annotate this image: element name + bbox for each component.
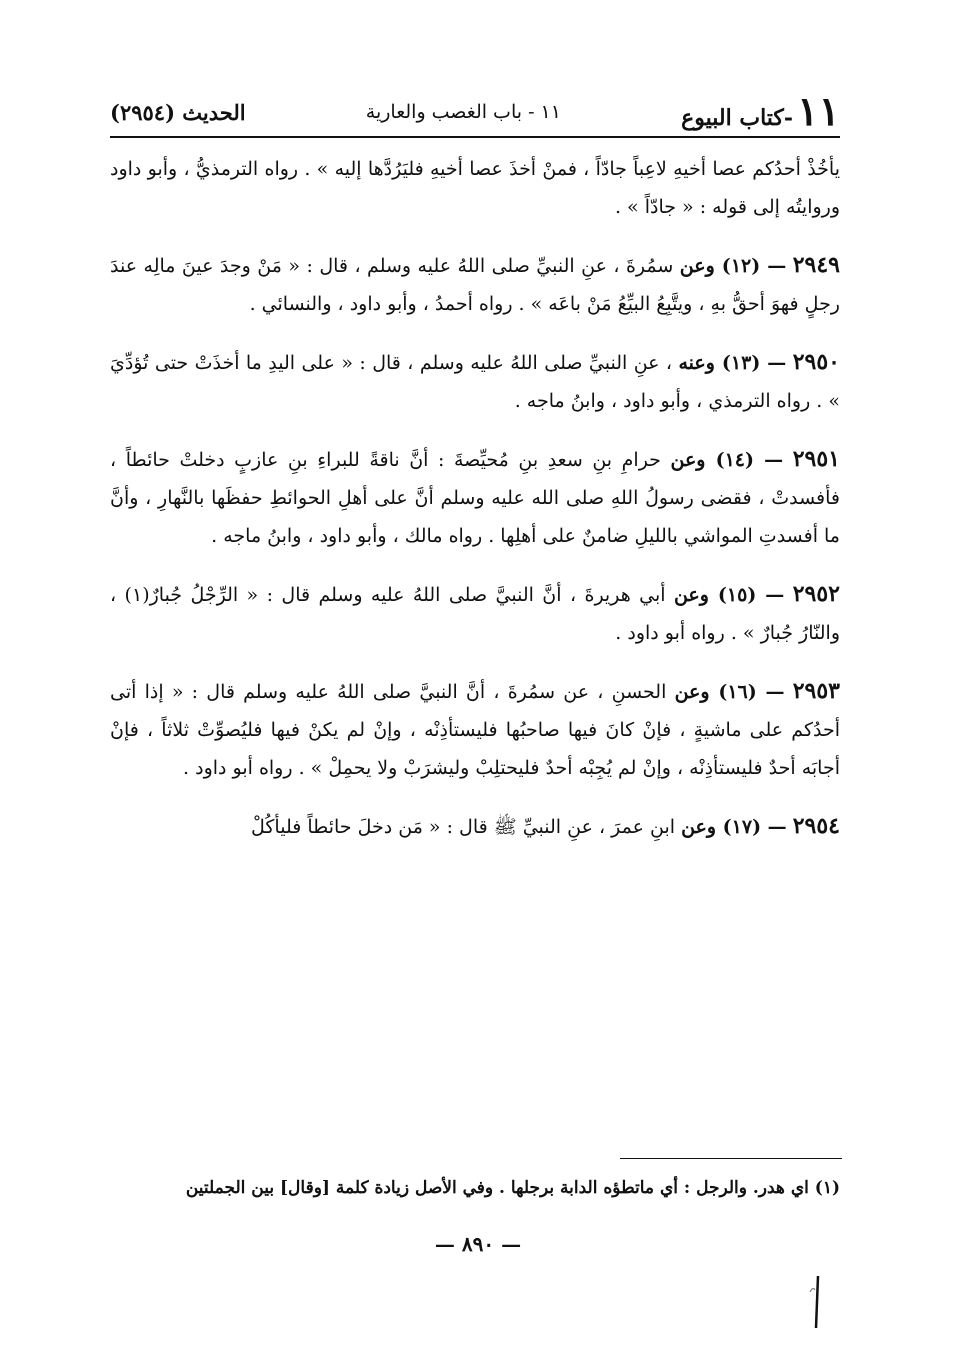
- running-header: [110, 88, 840, 138]
- hadith-sub-number: — (١٥) وعن: [673, 584, 785, 606]
- hadith-sub-number: — (١٢) وعن: [679, 255, 787, 277]
- hadith-number: ٢٩٥٣: [792, 678, 840, 704]
- hadith-sub-number: — (١٣) وعنه: [678, 352, 787, 374]
- book-title: -كتاب البيوع: [681, 105, 794, 131]
- hadith-number: ٢٩٥١: [792, 446, 840, 472]
- paragraph: [110, 246, 840, 323]
- book-heading: [681, 88, 840, 135]
- paragraph-text: حرامِ بنِ سعدِ بنِ مُحيِّصةَ : أنَّ ناقةً للبراءِ بنِ عازبٍ دخلتْ حائطاً ، فأفسدتْ ، فقضى رسولُ اللهِ صلى الله عليه وسلم أنَّ على أهلِ الحوائطِ حفظَها بالنَّهارِ ، وأنَّ ما أفسدتِ المواشي بالليلِ ضامنٌ على أهلِها . رواه مالك ، وأبو داود ، وابنُ ماجه .: [110, 449, 840, 547]
- paragraph: [110, 575, 840, 652]
- paragraph-text: يأخُذْ أحدُكم عصا أخيهِ لاعِباً جادّاً ، فمنْ أخذَ عصا أخيهِ فليَرُدَّها إليه » . رواه الترمذيُّ ، وأبو داود وروايتُه إلى قوله : « جادّاً » .: [110, 158, 840, 218]
- page-body: [110, 150, 840, 866]
- hadith-number: ٢٩٤٩: [792, 252, 840, 278]
- hadith-sub-number: — (١٦) وعن: [674, 681, 785, 703]
- book-number: ١١: [797, 88, 840, 135]
- paragraph-text: سمُرةَ ، عنِ النبيِّ صلى اللهُ عليه وسلم ، قال : « مَنْ وجدَ عينَ مالِه عندَ رجلٍ فهوَ أحقُّ بهِ ، ويتَّبِعُ البيِّعُ مَنْ باعَه » . رواه أحمدُ ، وأبو داود ، والنسائي .: [110, 255, 840, 315]
- chapter-title: ١١ - باب الغصب والعارية: [365, 101, 561, 123]
- hadith-number: ٢٩٥٢: [792, 581, 840, 607]
- paragraph: [110, 807, 840, 846]
- hadith-sub-number: — (١٧) وعن: [681, 816, 787, 838]
- paragraph: [110, 672, 840, 787]
- margin-pen-mark: [800, 1272, 830, 1332]
- footnote: (١) اي هدر. والرجل : أي ماتطؤه الدابة برجلها . وفي الأصل زيادة كلمة [وقال] بين الجملتين: [185, 1178, 840, 1198]
- paragraph-text: أبي هريرةَ ، أنَّ النبيَّ صلى اللهُ عليه وسلم قال : « الرِّجْلُ جُبارٌ(١) ، والنّارُ جُبارٌ » . رواه أبو داود .: [110, 584, 840, 644]
- paragraph: [110, 150, 840, 226]
- page-number: — ٨٩٠ —: [434, 1232, 522, 1256]
- paragraph: [110, 440, 840, 555]
- hadith-sub-number: — (١٤) وعن: [670, 449, 784, 471]
- hadith-number: ٢٩٥٠: [792, 349, 840, 375]
- paragraph-text: ابنِ عمرَ ، عنِ النبيِّ ﷺ قال : « مَن دخلَ حائطاً فليأكُلْ: [250, 816, 682, 838]
- hadith-range: الحديث (٢٩٥٤): [110, 99, 246, 125]
- hadith-number: ٢٩٥٤: [792, 813, 840, 839]
- paragraph-text: ، عنِ النبيِّ صلى اللهُ عليه وسلم ، قال : « على اليدِ ما أخذَتْ حتى تُؤدِّيَ » . رواه الترمذي ، وأبو داود ، وابنُ ماجه .: [110, 352, 840, 412]
- footnote-divider: [620, 1158, 842, 1159]
- paragraph: [110, 343, 840, 420]
- paragraph-text: الحسنِ ، عن سمُرةَ ، أنَّ النبيَّ صلى اللهُ عليه وسلم قال : « إذا أتى أحدُكم على ماشيةٍ ، فإنْ كانَ فيها صاحبُها فليستأذِنْه ، وإنْ لم يكنْ فيها فليُصوِّتْ ثلاثاً ، فإنْ أجابَه أحدٌ فليستأذِنْه ، وإنْ لم يُجِبْه أحدٌ فليحتلِبْ وليشرَبْ ولا يحمِلْ » . رواه أبو داود .: [110, 681, 840, 779]
